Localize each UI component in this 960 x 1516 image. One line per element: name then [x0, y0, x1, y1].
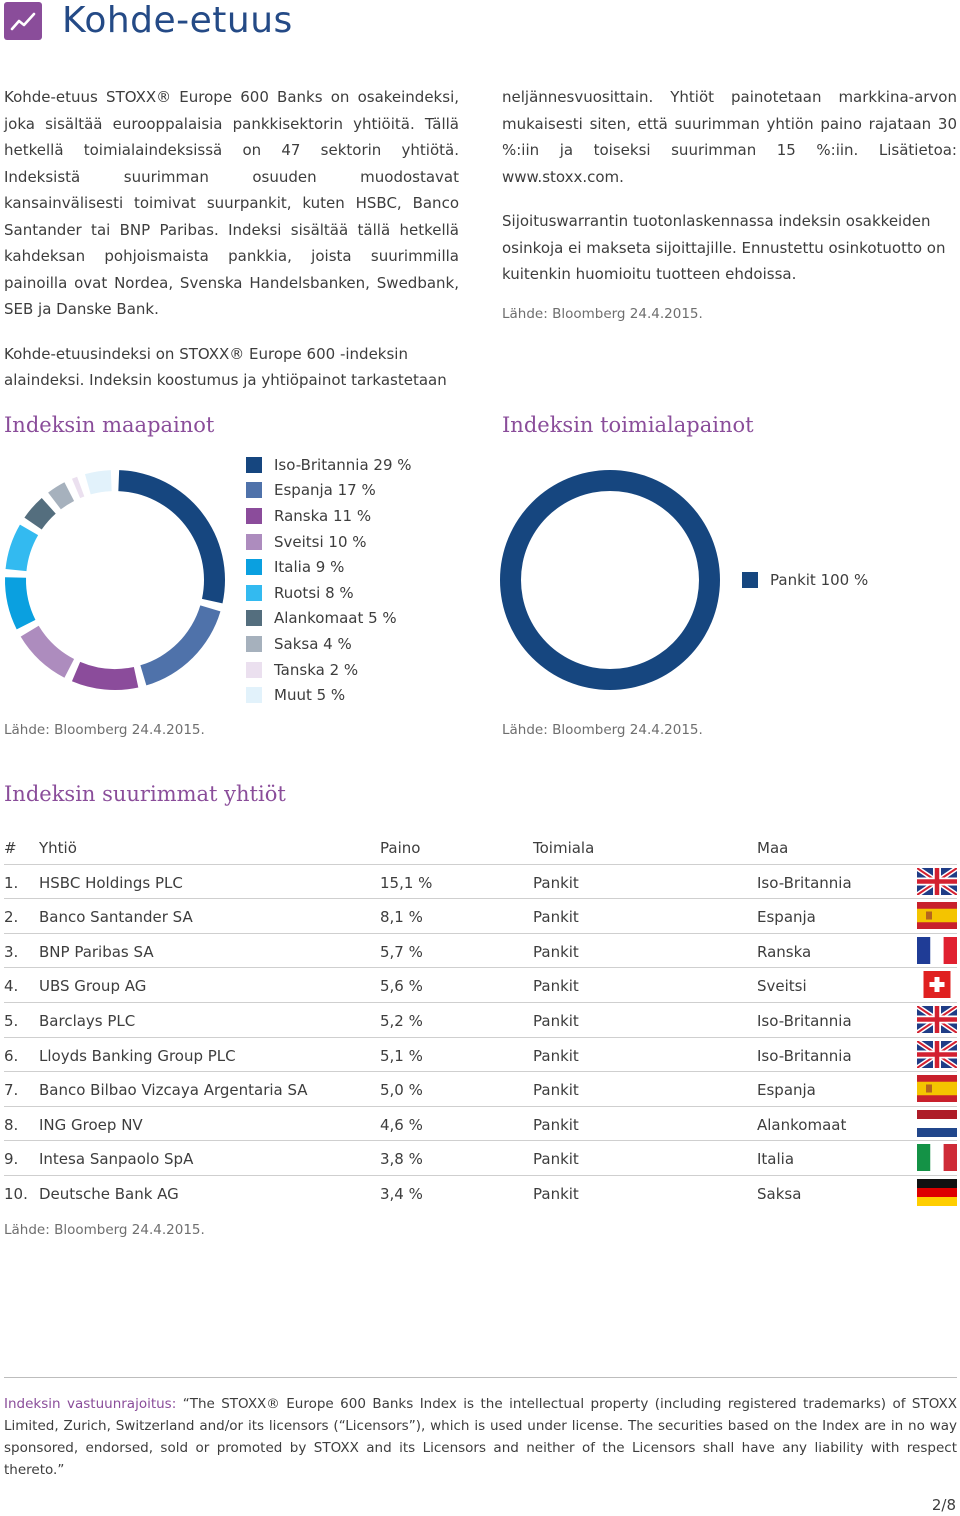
company-weight: 4,6 % — [380, 1115, 423, 1134]
table-row — [4, 865, 957, 900]
company-weight: 5,7 % — [380, 942, 423, 961]
row-num: 10. — [4, 1184, 28, 1203]
company-country: Alankomaat — [757, 1115, 847, 1134]
company-country: Italia — [757, 1150, 795, 1169]
company-name: Deutsche Bank AG — [39, 1184, 179, 1203]
table-row — [4, 1141, 957, 1176]
index-disclaimer — [4, 1393, 957, 1481]
company-weight: 8,1 % — [380, 908, 423, 927]
company-country: Saksa — [757, 1184, 802, 1203]
legend-label: Pankit 100 % — [770, 570, 869, 589]
flag-germany-icon — [917, 1179, 957, 1206]
row-num: 9. — [4, 1150, 19, 1169]
company-industry: Pankit — [533, 1081, 579, 1100]
company-weight: 5,6 % — [380, 977, 423, 996]
flag-spain-icon — [917, 1075, 957, 1102]
legend-swatch — [246, 687, 262, 703]
largest-companies-title: Indeksin suurimmat yhtiöt — [4, 782, 286, 806]
flag-france-icon — [917, 937, 957, 964]
source-note: Lähde: Bloomberg 24.4.2015. — [502, 305, 703, 322]
company-industry: Pankit — [533, 1150, 579, 1169]
legend-label: Ranska 11 % — [274, 506, 372, 525]
legend-label: Ruotsi 8 % — [274, 583, 354, 602]
company-industry: Pankit — [533, 873, 579, 892]
legend-label: Muut 5 % — [274, 686, 346, 705]
company-name: UBS Group AG — [39, 977, 147, 996]
table-row — [4, 934, 957, 969]
company-industry: Pankit — [533, 1184, 579, 1203]
company-country: Iso-Britannia — [757, 1011, 852, 1030]
industry-weights-legend — [742, 567, 868, 593]
company-country: Sveitsi — [757, 977, 807, 996]
legend-item — [246, 580, 412, 606]
company-country: Iso-Britannia — [757, 873, 852, 892]
company-weight: 5,0 % — [380, 1081, 423, 1100]
header-industry: Toimiala — [533, 839, 595, 857]
row-num: 6. — [4, 1046, 19, 1065]
company-name: Intesa Sanpaolo SpA — [39, 1150, 194, 1169]
intro-paragraph: Kohde-etuus STOXX® Europe 600 Banks on osakeindeksi, joka sisältää eurooppalaisia pankkisektorin yhtiöitä. Tällä hetkellä toimialaindeksissä on 47 sektorin yhtiötä. Indeksistä suurimman osuuden muodostavat kansainvälisesti toimivat suurpankit, kuten HSBC, Banco Santander tai BNP Paribas. Indeksi sisältää tällä hetkellä kahdeksan pohjoismaista pankkia, joista suurimmilla painoilla ovat Nordea, Svenska Handelsbanken, Swedbank, SEB ja Danske Bank. — [4, 88, 459, 318]
legend-item — [246, 606, 412, 632]
company-name: Barclays PLC — [39, 1011, 136, 1030]
header-company: Yhtiö — [39, 839, 77, 857]
donut-slice-iso-britannia — [118, 470, 225, 603]
flag-uk-icon — [917, 868, 957, 895]
legend-label: Saksa 4 % — [274, 634, 352, 653]
legend-swatch — [246, 508, 262, 524]
flag-spain-icon — [917, 902, 957, 929]
legend-swatch — [246, 610, 262, 626]
row-num: 3. — [4, 942, 19, 961]
donut-slice-muut — [85, 470, 112, 494]
industry-weights-donut — [492, 460, 732, 700]
legend-item — [246, 682, 412, 708]
row-num: 2. — [4, 908, 19, 927]
country-weights-legend — [246, 452, 412, 708]
company-weight: 5,2 % — [380, 1011, 423, 1030]
table-row — [4, 1038, 957, 1073]
company-industry: Pankit — [533, 942, 579, 961]
source-note: Lähde: Bloomberg 24.4.2015. — [4, 722, 205, 738]
table-row — [4, 968, 957, 1003]
page-title: Kohde-etuus — [62, 0, 293, 41]
donut-slice-italia — [5, 577, 35, 629]
header-country: Maa — [757, 839, 789, 857]
legend-item — [246, 554, 412, 580]
legend-item — [246, 452, 412, 478]
company-name: HSBC Holdings PLC — [39, 873, 183, 892]
flag-netherlands-icon — [917, 1110, 957, 1137]
legend-item — [742, 567, 868, 593]
company-name: Lloyds Banking Group PLC — [39, 1046, 236, 1065]
row-num: 5. — [4, 1011, 19, 1030]
company-industry: Pankit — [533, 1011, 579, 1030]
legend-item — [246, 631, 412, 657]
flag-switzerland-icon — [917, 971, 957, 998]
industry-weights-title: Indeksin toimialapainot — [502, 413, 754, 437]
disclaimer-label: Indeksin vastuunrajoitus: — [4, 1396, 177, 1412]
header-weight: Paino — [380, 839, 421, 857]
row-num: 7. — [4, 1081, 19, 1100]
intro-paragraph: neljännesvuosittain. Yhtiöt painotetaan markkina-arvon mukaisesti siten, että suurimman yhtiön paino rajataan 30 %:iin ja toiseksi suurimman 15 %:iin. Lisätietoa: www.stoxx.com. — [502, 88, 957, 186]
donut-slice-ruotsi — [6, 525, 39, 571]
legend-swatch — [246, 662, 262, 678]
flag-uk-icon — [917, 1041, 957, 1068]
legend-label: Sveitsi 10 % — [274, 532, 367, 551]
donut-slice-ranska — [72, 662, 138, 690]
intro-right-column — [502, 84, 957, 322]
largest-companies-table — [4, 830, 957, 1211]
company-country: Espanja — [757, 1081, 816, 1100]
table-header-row — [4, 830, 957, 865]
company-industry: Pankit — [533, 1046, 579, 1065]
legend-label: Espanja 17 % — [274, 481, 376, 500]
company-name: Banco Bilbao Vizcaya Argentaria SA — [39, 1081, 308, 1100]
company-country: Ranska — [757, 942, 812, 961]
legend-item — [246, 503, 412, 529]
donut-slice-alankomaat — [24, 498, 55, 530]
table-row — [4, 899, 957, 934]
legend-label: Iso-Britannia 29 % — [274, 455, 412, 474]
legend-label: Alankomaat 5 % — [274, 609, 397, 628]
company-country: Espanja — [757, 908, 816, 927]
company-weight: 3,8 % — [380, 1150, 423, 1169]
donut-slice-saksa — [48, 482, 74, 509]
donut-slice-pankit — [500, 470, 720, 690]
intro-paragraph: Sijoituswarrantin tuotonlaskennassa indeksin osakkeiden osinkoja ei makseta sijoittajille. Ennustettu osinkotuotto on kuitenkin huomioitu tuotteen ehdoissa. — [502, 212, 946, 283]
company-weight: 5,1 % — [380, 1046, 423, 1065]
company-name: ING Groep NV — [39, 1115, 143, 1134]
donut-slice-tanska — [72, 477, 84, 498]
table-row — [4, 1176, 957, 1211]
table-row — [4, 1003, 957, 1038]
legend-item — [246, 529, 412, 555]
disclaimer-text: “The STOXX® Europe 600 Banks Index is the intellectual property (including registered trademarks) of STOXX Limited, Zurich, Switzerland and/or its licensors (“Licensors”), which is used under license. The securities based on the Index are in no way sponsored, endorsed, sold or promoted by STOXX and its Licensors and neither of the Licensors shall have any liability with respect thereto.” — [4, 1396, 957, 1478]
row-num: 1. — [4, 873, 19, 892]
legend-swatch — [246, 482, 262, 498]
company-industry: Pankit — [533, 1115, 579, 1134]
intro-left-column — [4, 84, 459, 412]
country-weights-donut — [0, 460, 240, 700]
flag-uk-icon — [917, 1006, 957, 1033]
legend-label: Italia 9 % — [274, 558, 345, 577]
legend-swatch — [246, 559, 262, 575]
donut-slice-espanja — [140, 605, 220, 685]
page-number: 2/8 — [931, 1496, 956, 1514]
company-name: BNP Paribas SA — [39, 942, 154, 961]
legend-item — [246, 478, 412, 504]
company-industry: Pankit — [533, 977, 579, 996]
country-weights-title: Indeksin maapainot — [4, 413, 215, 437]
table-row — [4, 1072, 957, 1107]
legend-swatch — [246, 636, 262, 652]
company-weight: 3,4 % — [380, 1184, 423, 1203]
company-country: Iso-Britannia — [757, 1046, 852, 1065]
legend-item — [246, 657, 412, 683]
legend-swatch — [246, 457, 262, 473]
source-note: Lähde: Bloomberg 24.4.2015. — [502, 722, 703, 738]
flag-italy-icon — [917, 1144, 957, 1171]
company-weight: 15,1 % — [380, 873, 433, 892]
header-num: # — [4, 839, 17, 857]
row-num: 8. — [4, 1115, 19, 1134]
source-note: Lähde: Bloomberg 24.4.2015. — [4, 1222, 205, 1238]
intro-paragraph: Kohde-etuusindeksi on STOXX® Europe 600 -indeksin alaindeksi. Indeksin koostumus ja yhtiöpainot tarkastetaan — [4, 344, 447, 389]
company-name: Banco Santander SA — [39, 908, 193, 927]
legend-swatch — [742, 572, 758, 588]
table-row — [4, 1107, 957, 1142]
company-industry: Pankit — [533, 908, 579, 927]
divider — [4, 1377, 957, 1378]
donut-slice-sveitsi — [21, 626, 74, 678]
trend-line-icon — [4, 2, 42, 40]
legend-swatch — [246, 585, 262, 601]
row-num: 4. — [4, 977, 19, 996]
legend-label: Tanska 2 % — [274, 660, 359, 679]
legend-swatch — [246, 534, 262, 550]
